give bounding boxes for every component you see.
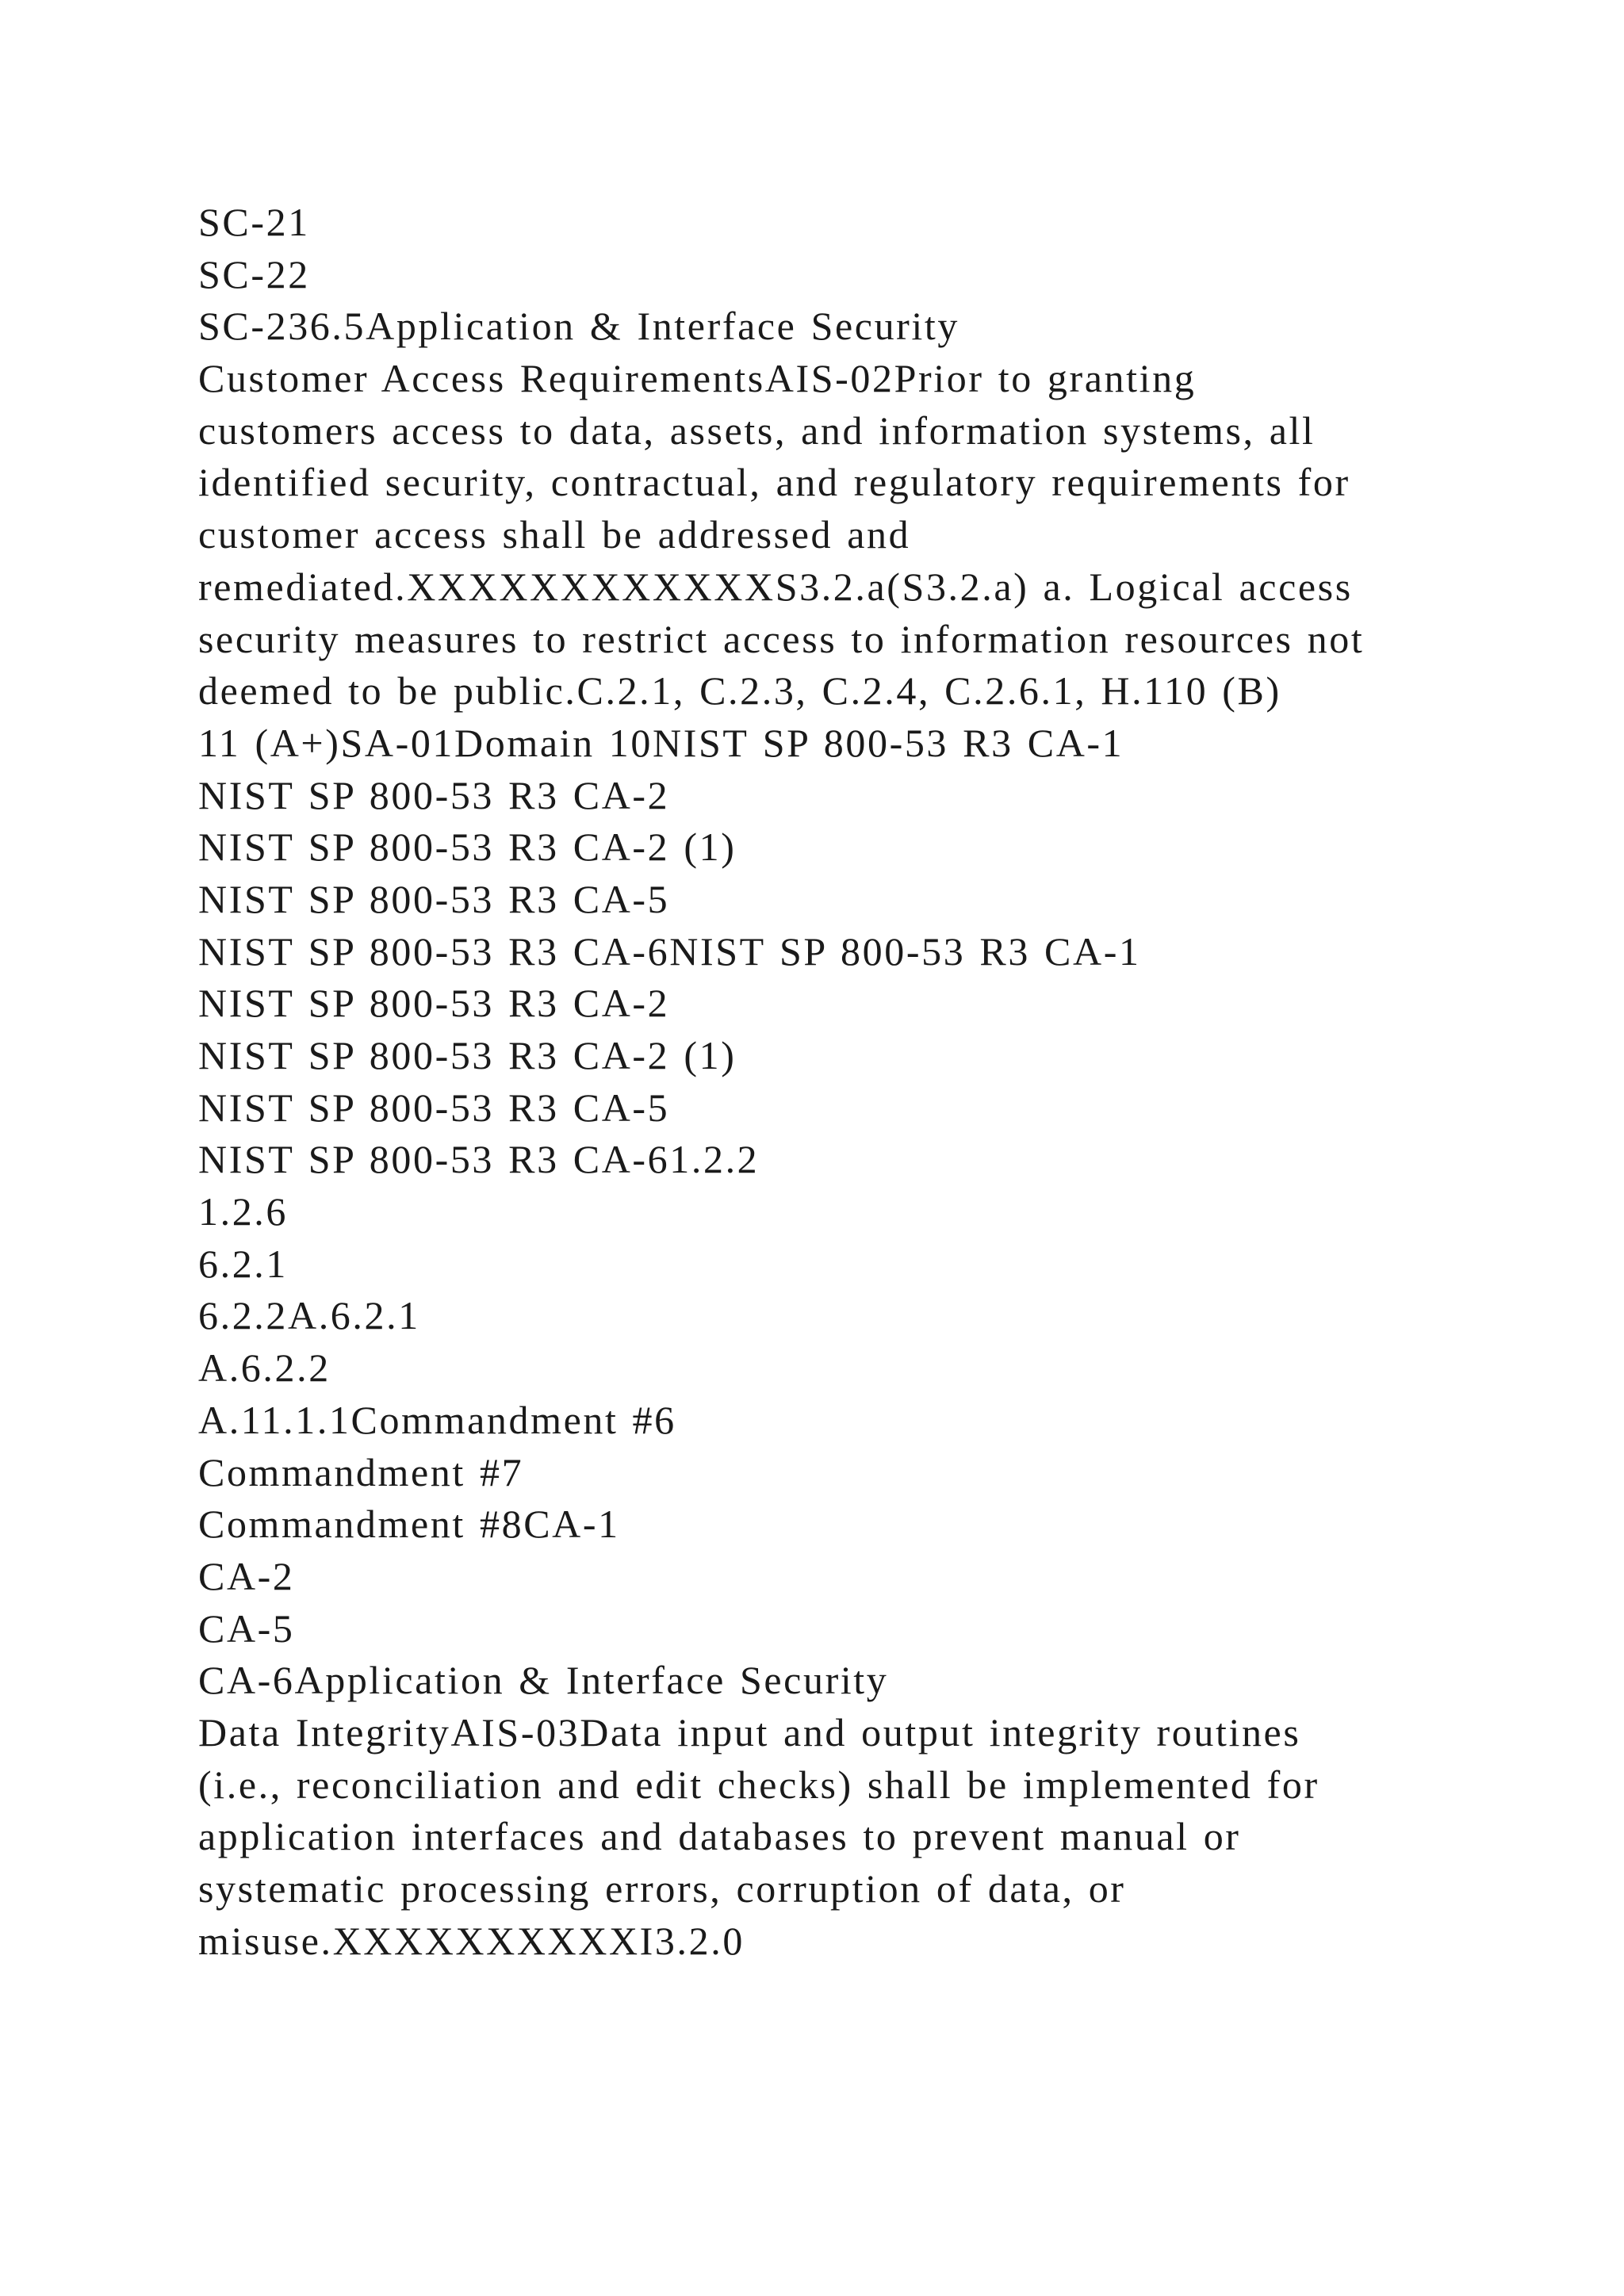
text-line: A.6.2.2 [198, 1345, 331, 1391]
text-line: NIST SP 800-53 R3 CA-6NIST SP 800-53 R3 CA-1 [198, 928, 1141, 974]
text-line: NIST SP 800-53 R3 CA-2 (1) [198, 825, 737, 870]
text-line: 11 (A+)SA-01Domain 10NIST SP 800-53 R3 CA-1 [198, 720, 1124, 765]
text-line: SC-22 [198, 251, 310, 297]
text-line: NIST SP 800-53 R3 CA-2 (1) [198, 1033, 737, 1077]
text-line: CA-6Application & Interface Security [198, 1658, 889, 1703]
text-line: A.11.1.1Commandment #6 [198, 1397, 676, 1442]
text-line: 1.2.6 [198, 1189, 288, 1234]
text-line: NIST SP 800-53 R3 CA-5 [198, 1085, 670, 1130]
text-line: customer access shall be addressed and [198, 512, 911, 557]
text-line: NIST SP 800-53 R3 CA-2 [198, 772, 670, 817]
text-line: misuse.XXXXXXXXXXI3.2.0 [198, 1918, 745, 1963]
text-line: SC-236.5Application & Interface Security [198, 304, 959, 349]
text-line: identified security, contractual, and regulatory requirements for [198, 460, 1350, 505]
text-line: SC-21 [198, 200, 310, 244]
text-line: remediated.XXXXXXXXXXXXS3.2.a(S3.2.a) a. Logical access [198, 564, 1353, 609]
text-line: 6.2.1 [198, 1241, 288, 1286]
text-line: NIST SP 800-53 R3 CA-2 [198, 981, 670, 1026]
document-body-text [198, 197, 1546, 1967]
text-line: CA-2 [198, 1553, 295, 1598]
text-line: customers access to data, assets, and information systems, all [198, 408, 1316, 453]
text-line: Commandment #7 [198, 1449, 524, 1494]
text-line: Commandment #8CA-1 [198, 1502, 620, 1547]
text-line: CA-5 [198, 1605, 295, 1651]
text-line: (i.e., reconciliation and edit checks) shall be implemented for [198, 1762, 1320, 1807]
text-line: application interfaces and databases to prevent manual or [198, 1814, 1241, 1859]
text-line: Customer Access RequirementsAIS-02Prior to granting [198, 356, 1197, 401]
text-line: Data IntegrityAIS-03Data input and output integrity routines [198, 1709, 1301, 1755]
text-line: 6.2.2A.6.2.1 [198, 1293, 420, 1338]
text-line: systematic processing errors, corruption of data, or [198, 1866, 1126, 1911]
text-line: NIST SP 800-53 R3 CA-5 [198, 876, 670, 921]
text-line: NIST SP 800-53 R3 CA-61.2.2 [198, 1137, 760, 1182]
text-line: security measures to restrict access to information resources not [198, 616, 1365, 661]
text-line: deemed to be public.C.2.1, C.2.3, C.2.4, C.2.6.1, H.110 (B) [198, 668, 1281, 714]
